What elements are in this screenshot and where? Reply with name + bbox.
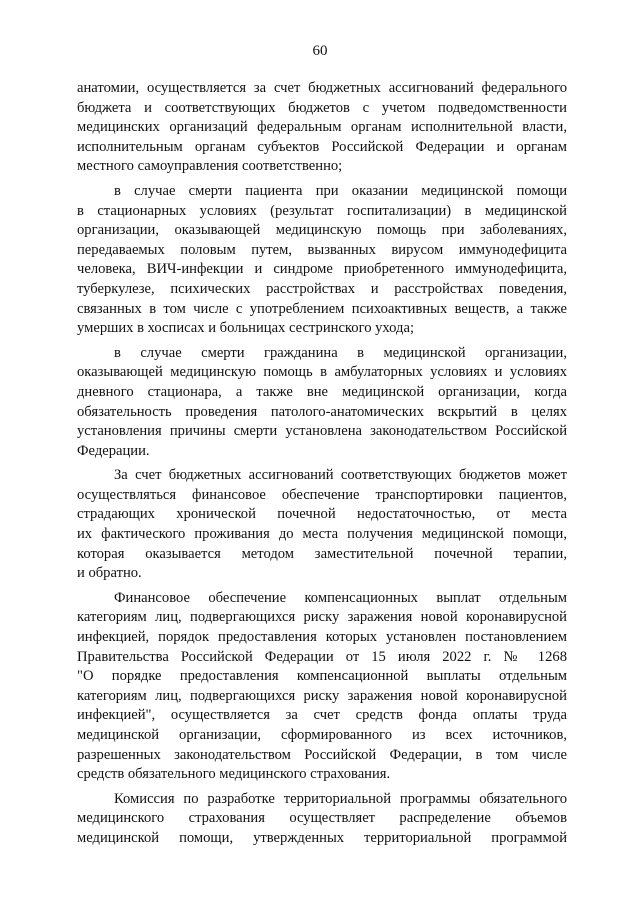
text-line: бюджета и соответствующих бюджетов с учетом подведомственности (77, 99, 567, 116)
text-line: которая оказывается методом заместительной почечной терапии, (77, 545, 567, 562)
text-line: "О порядке предоставления компенсационной выплаты отдельным (77, 668, 567, 685)
text-line: в случае смерти гражданина в медицинской организации, (114, 344, 567, 361)
text-line: категориям лиц, подвергающихся риску заражения новой коронавирусной (77, 609, 567, 626)
paragraph (77, 344, 567, 462)
text-line: разрешенных законодательством Российской Федерации, в том числе (77, 746, 567, 763)
text-line: средств обязательного медицинского страхования. (77, 766, 391, 783)
text-line: медицинских организаций федеральным органам исполнительной власти, (77, 119, 567, 136)
paragraph (77, 182, 567, 339)
text-line: туберкулезе, психических расстройствах и расстройствах поведения, (77, 280, 567, 297)
text-line: медицинской организации, сформированного из всех источников, (77, 727, 567, 743)
text-line: и обратно. (77, 565, 142, 582)
text-line: медицинского страхования осуществляет распределение объемов (77, 810, 567, 827)
text-line: установления причины смерти установлена законодательством Российской (77, 423, 567, 440)
text-line: Правительства Российской Федерации от 15 июля 2022 г. № 1268 (77, 648, 567, 665)
text-line: умерших в хосписах и больницах сестринского ухода; (77, 320, 415, 337)
text-line: Финансовое обеспечение компенсационных выплат отдельным (114, 589, 567, 606)
text-line: Комиссия по разработке территориальной программы обязательного (114, 790, 567, 807)
text-line: местного самоуправления соответственно; (77, 158, 343, 175)
text-line: в случае смерти пациента при оказании медицинской помощи (114, 182, 567, 199)
document-body (77, 79, 567, 854)
text-line: анатомии, осуществляется за счет бюджетных ассигнований федерального (77, 80, 567, 96)
paragraph (77, 589, 567, 785)
text-line: исполнительным органам субъектов Российской Федерации и органам (77, 138, 567, 155)
text-line: передаваемых половым путем, вызванных вирусом иммунодефицита (77, 241, 567, 258)
text-line: За счет бюджетных ассигнований соответствующих бюджетов может (114, 467, 567, 484)
text-line: связанных в том числе с употреблением психоактивных веществ, а также (77, 300, 567, 317)
text-line: Федерации. (77, 442, 150, 459)
text-line: инфекцией", осуществляется за счет средств фонда оплаты труда (77, 707, 567, 724)
text-line: медицинской помощи, утвержденных территориальной программой (77, 829, 567, 846)
text-line: дневного стационара, а также вне медицинской организации, когда (77, 383, 567, 400)
text-line: организации, оказывающей медицинскую помощь при заболеваниях, (77, 222, 567, 239)
text-line: осуществляться финансовое обеспечение транспортировки пациентов, (77, 486, 567, 503)
text-line: инфекцией, порядок предоставления которых установлен постановлением (77, 629, 567, 646)
text-line: категориям лиц, подвергающихся риску заражения новой коронавирусной (77, 687, 567, 704)
paragraph (77, 790, 567, 849)
text-line: страдающих хронической почечной недостаточностью, от места (77, 506, 567, 523)
text-line: их фактического проживания до места получения медицинской помощи, (77, 526, 567, 543)
paragraph (77, 466, 567, 584)
text-line: в стационарных условиях (результат госпитализации) в медицинской (77, 202, 567, 219)
page-number: 60 (312, 43, 328, 59)
text-line: обязательность проведения патолого-анатомических вскрытий в целях (77, 403, 567, 420)
paragraph (77, 79, 567, 177)
text-line: оказывающей медицинскую помощь в амбулаторных условиях и условиях (77, 364, 567, 381)
text-line: человека, ВИЧ-инфекции и синдроме приобретенного иммунодефицита, (77, 261, 567, 278)
